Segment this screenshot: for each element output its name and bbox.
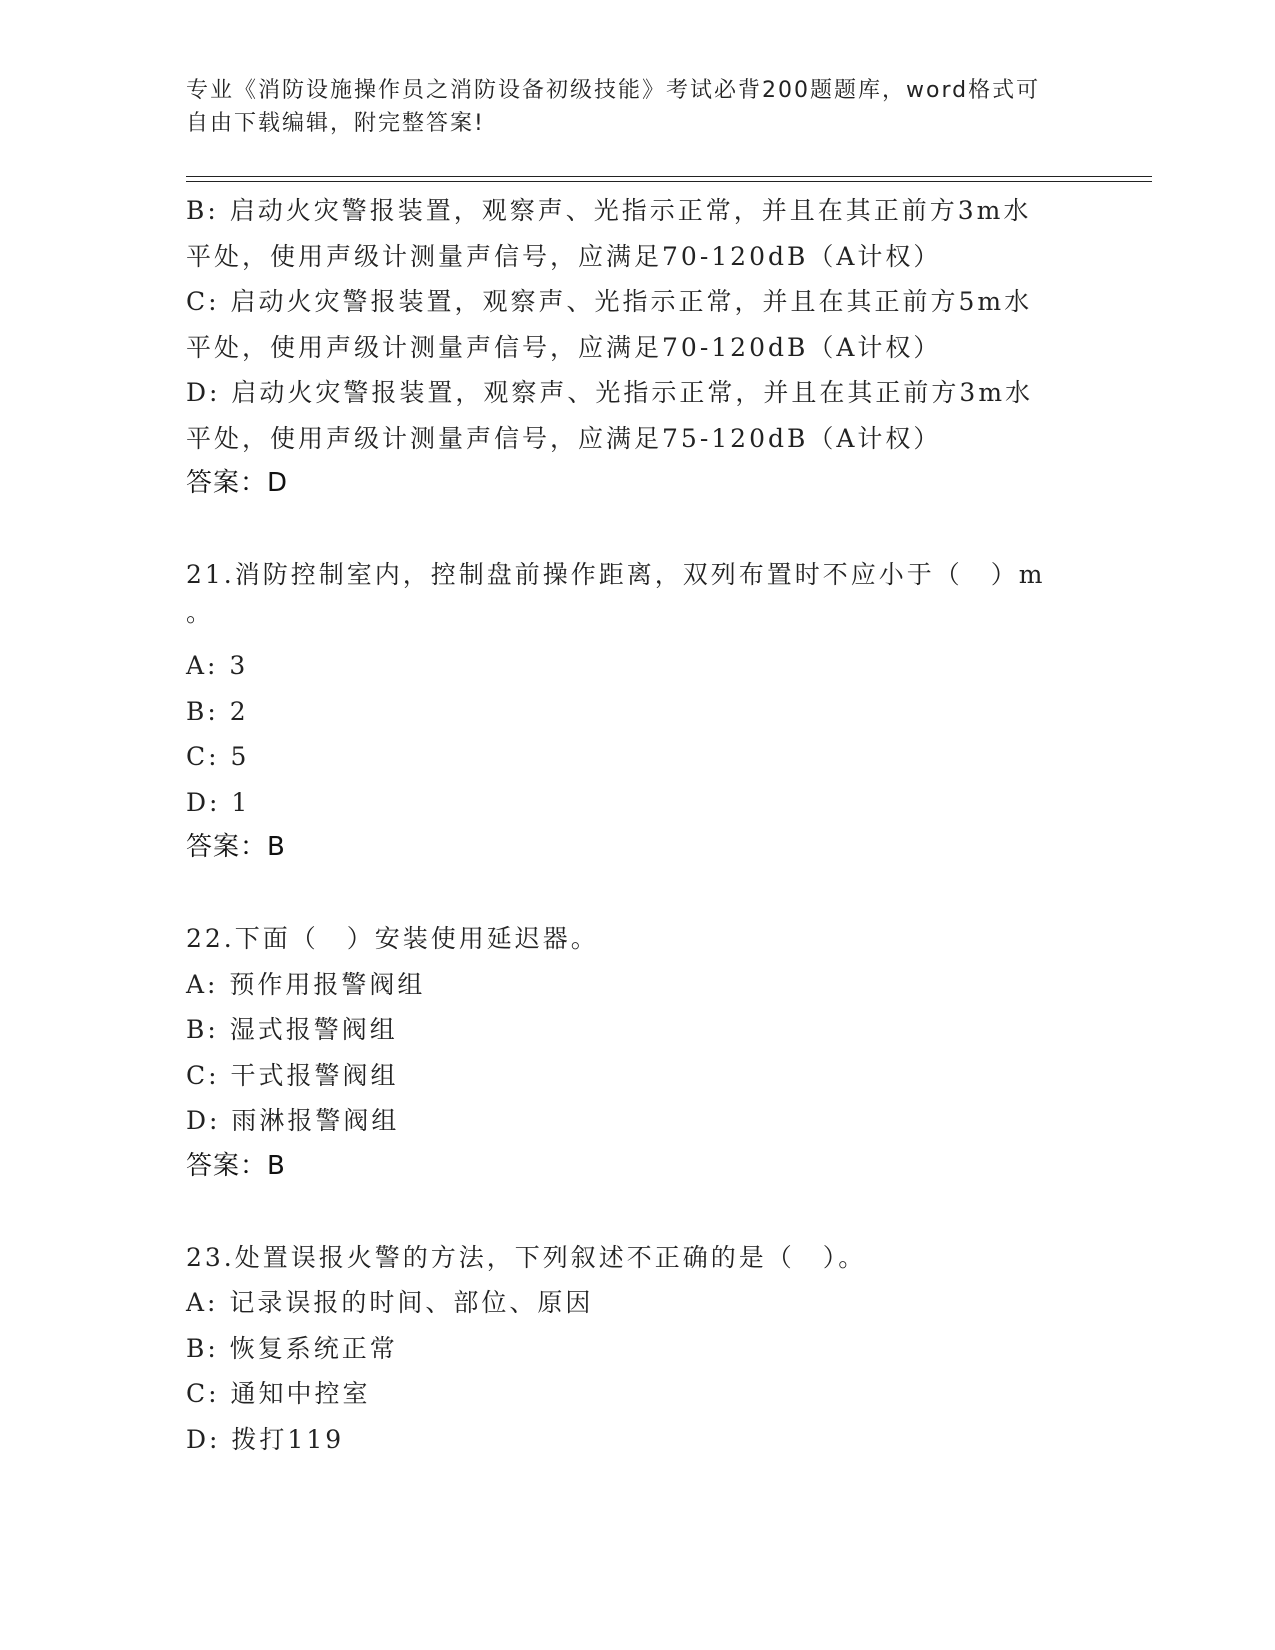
option-c-line-1: C: 启动火灾警报装置，观察声、光指示正常，并且在其正前方5m水 [186,287,1033,316]
option-a: A: 3 [186,651,249,680]
option-a: A: 记录误报的时间、部位、原因 [186,1288,594,1317]
option-c: C: 干式报警阀组 [186,1060,399,1090]
question-20-continued [186,188,1086,507]
header-divider-top [186,176,1152,177]
header-title-line-1: 专业《消防设施操作员之消防设备初级技能》考试必背200题题库，word格式可 [186,78,1041,103]
header-title-line-2: 自由下载编辑，附完整答案! [186,111,485,136]
question-stem: 23.处置误报火警的方法，下列叙述不正确的是（ ）。 [186,1242,867,1272]
option-d-line-1: D: 启动火灾警报装置，观察声、光指示正常，并且在其正前方3m水 [186,378,1034,407]
option-d: D: 雨淋报警阀组 [186,1106,400,1135]
document-body [186,188,1086,1462]
option-a: A: 预作用报警阀组 [186,969,426,999]
option-c: C: 5 [186,742,250,771]
answer-line: 答案：B [186,1150,286,1181]
spacer [186,1189,1086,1235]
question-stem: 21.消防控制室内，控制盘前操作距离，双列布置时不应小于（ ）m [186,560,1046,589]
question-23 [186,1235,1086,1463]
option-c: C: 通知中控室 [186,1379,371,1408]
option-b-line-2: 平处，使用声级计测量声信号，应满足70-120dB（A计权） [186,241,942,271]
question-22 [186,916,1086,1189]
question-stem: 22.下面（ ）安装使用延迟器。 [186,924,599,953]
answer-line: 答案：D [186,468,289,498]
option-d: D: 拨打119 [186,1424,345,1454]
option-b: B: 2 [186,696,249,726]
option-b: B: 恢复系统正常 [186,1333,398,1363]
answer-line: 答案：B [186,832,286,862]
option-d-line-2: 平处，使用声级计测量声信号，应满足75-120dB（A计权） [186,423,942,453]
option-b-line-1: B: 启动火灾警报装置，观察声、光指示正常，并且在其正前方3m水 [186,196,1032,225]
header-divider-bottom [186,181,1152,182]
question-21 [186,552,1086,871]
document-header [186,74,1066,140]
question-stem-continued: 。 [186,597,215,627]
spacer [186,871,1086,917]
option-d: D: 1 [186,787,251,817]
option-b: B: 湿式报警阀组 [186,1015,398,1044]
option-c-line-2: 平处，使用声级计测量声信号，应满足70-120dB（A计权） [186,332,942,362]
spacer [186,507,1086,553]
